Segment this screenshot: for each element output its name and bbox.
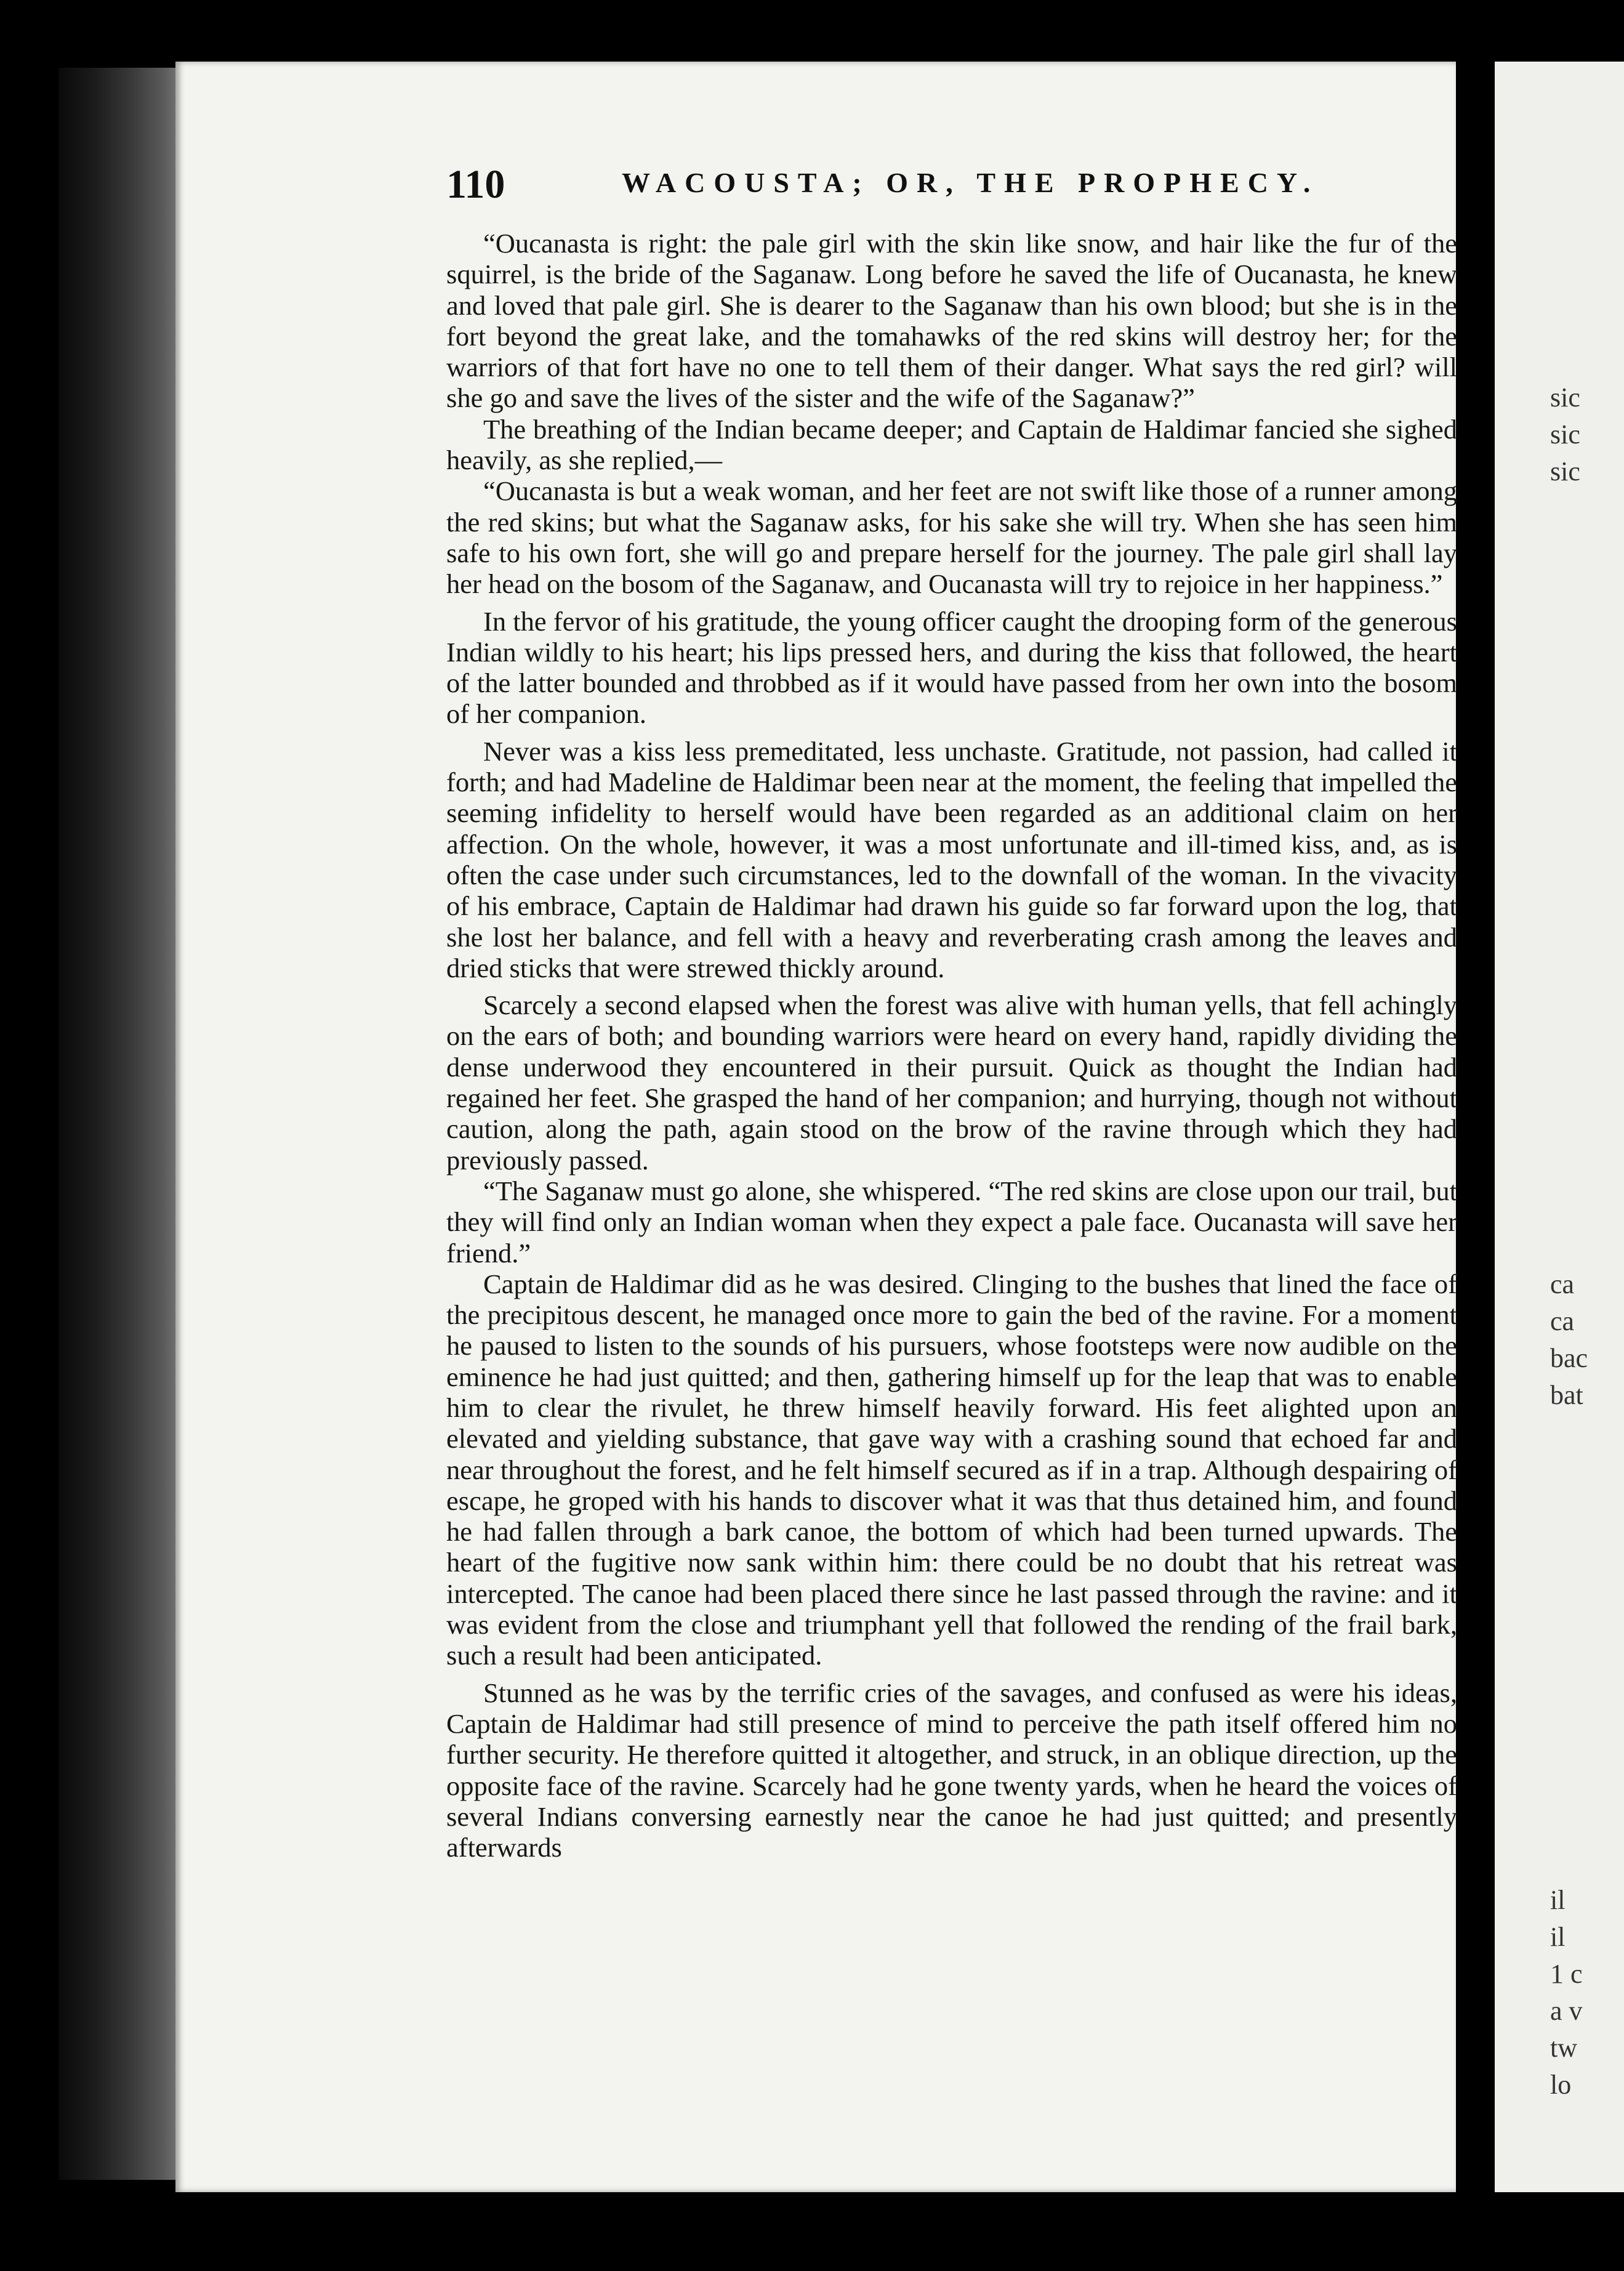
paragraph: “The Saganaw must go alone, she whispered. “The red skins are close upon our trail, but they will find only an Indian woman when they expect a pale face. Oucanasta will save her friend.”: [446, 1175, 1457, 1269]
facing-page-fragment: sic: [1550, 382, 1580, 413]
page-number: 110: [446, 162, 505, 207]
facing-page-fragment: il: [1550, 1885, 1566, 1915]
paragraph: Stunned as he was by the terrific cries of the savages, and confused as were his ideas, Captain de Haldimar had still presence of mind to perceive the path itself offered him no further security. He therefore quitted it altogether, and struck, in an oblique direction, up the opposite face of the ravine. Scarcely had he gone twenty yards, when he heard the voices of several Indians conversing earnestly near the canoe he had just quitted; and presently afterwards: [446, 1677, 1457, 1863]
book-spine: [58, 68, 182, 2180]
facing-page-fragment: a v: [1550, 1996, 1583, 2026]
running-head: [446, 161, 1394, 211]
paragraph: Scarcely a second elapsed when the forest was alive with human yells, that fell achingly on the ears of both; and bounding warriors were heard on every hand, rapidly dividing the dense underwood they encountered in their pursuit. Quick as thought the Indian had regained her feet. She grasped the hand of her companion; and hurrying, though not without caution, along the path, again stood on the brow of the ravine through which they had previously passed.: [446, 990, 1457, 1176]
paragraph: “Oucanasta is right: the pale girl with the skin like snow, and hair like the fur of the squirrel, is the bride of the Saganaw. Long before he saved the life of Oucanasta, he knew and loved that pale girl. She is dearer to the Saganaw than his own blood; but she is in the fort beyond the great lake, and the tomahawks of the red skins will destroy her; for the warriors of that fort have no one to tell them of their danger. What says the red girl? will she go and save the lives of the sister and the wife of the Saganaw?”: [446, 228, 1457, 414]
facing-page-fragment: il: [1550, 1922, 1566, 1952]
body-text: [446, 228, 1457, 1863]
paragraph: “Oucanasta is but a weak woman, and her feet are not swift like those of a runner among the red skins; but what the Saganaw asks, for his sake she will try. When she has seen him safe to his own fort, she will go and prepare herself for the journey. The pale girl shall lay her head on the bosom of the Saganaw, and Oucanasta will try to rejoice in her happiness.”: [446, 475, 1457, 600]
facing-page-edge: [1495, 62, 1624, 2192]
facing-page-fragment: lo: [1550, 2070, 1572, 2100]
paragraph: Never was a kiss less premeditated, less unchaste. Gratitude, not passion, had called it forth; and had Madeline de Haldimar been near at the moment, the feeling that impelled the seeming infidelity to herself would have been regarded as an additional claim on her affection. On the whole, however, it was a most unfortunate and ill-timed kiss, and, as is often the case under such circumstances, led to the downfall of the woman. In the vivacity of his embrace, Captain de Haldimar had drawn his guide so far forward upon the log, that she lost her balance, and fell with a heavy and reverberating crash among the leaves and dried sticks that were strewed thickly around.: [446, 735, 1457, 983]
running-title: WACOUSTA; OR, THE PROPHECY.: [622, 167, 1319, 198]
facing-page-fragment: bac: [1550, 1343, 1588, 1373]
facing-page-fragment: sic: [1550, 456, 1580, 486]
paragraph: Captain de Haldimar did as he was desired. Clinging to the bushes that lined the face of the precipitous descent, he managed once more to gain the bed of the ravine. For a moment he paused to listen to the sounds of his pursuers, whose footsteps were now audible on the eminence he had just quitted; and then, gathering himself up for the leap that was to enable him to clear the rivulet, he threw himself heavily forward. His feet alighted upon an elevated and yielding substance, that gave way with a crashing sound that echoed far and near throughout the forest, and he felt himself secured as if in a trap. Although despairing of escape, he groped with his hands to discover what it was that thus detained him, and found he had fallen through a bark canoe, the bottom of which had been turned upwards. The heart of the fugitive now sank within him: there could be no doubt that his retreat was intercepted. The canoe had been placed there since he last passed through the ravine: and it was evident from the close and triumphant yell that followed the rending of the frail bark, such a result had been anticipated.: [446, 1268, 1457, 1671]
paragraph: The breathing of the Indian became deeper; and Captain de Haldimar fancied she sighed heavily, as she replied,—: [446, 413, 1457, 476]
paragraph: In the fervor of his gratitude, the young officer caught the drooping form of the generous Indian wildly to his heart; his lips pressed hers, and during the kiss that followed, the heart of the latter bounded and throbbed as if it would have passed from her own into the bosom of her companion.: [446, 605, 1457, 730]
facing-page-fragment: ca: [1550, 1269, 1575, 1299]
facing-page-fragment: bat: [1550, 1380, 1583, 1410]
facing-page-fragment: sic: [1550, 419, 1580, 450]
facing-page-fragment: 1 c: [1550, 1959, 1583, 1989]
facing-page-fragment: tw: [1550, 2033, 1577, 2063]
facing-page-fragment: ca: [1550, 1306, 1575, 1336]
